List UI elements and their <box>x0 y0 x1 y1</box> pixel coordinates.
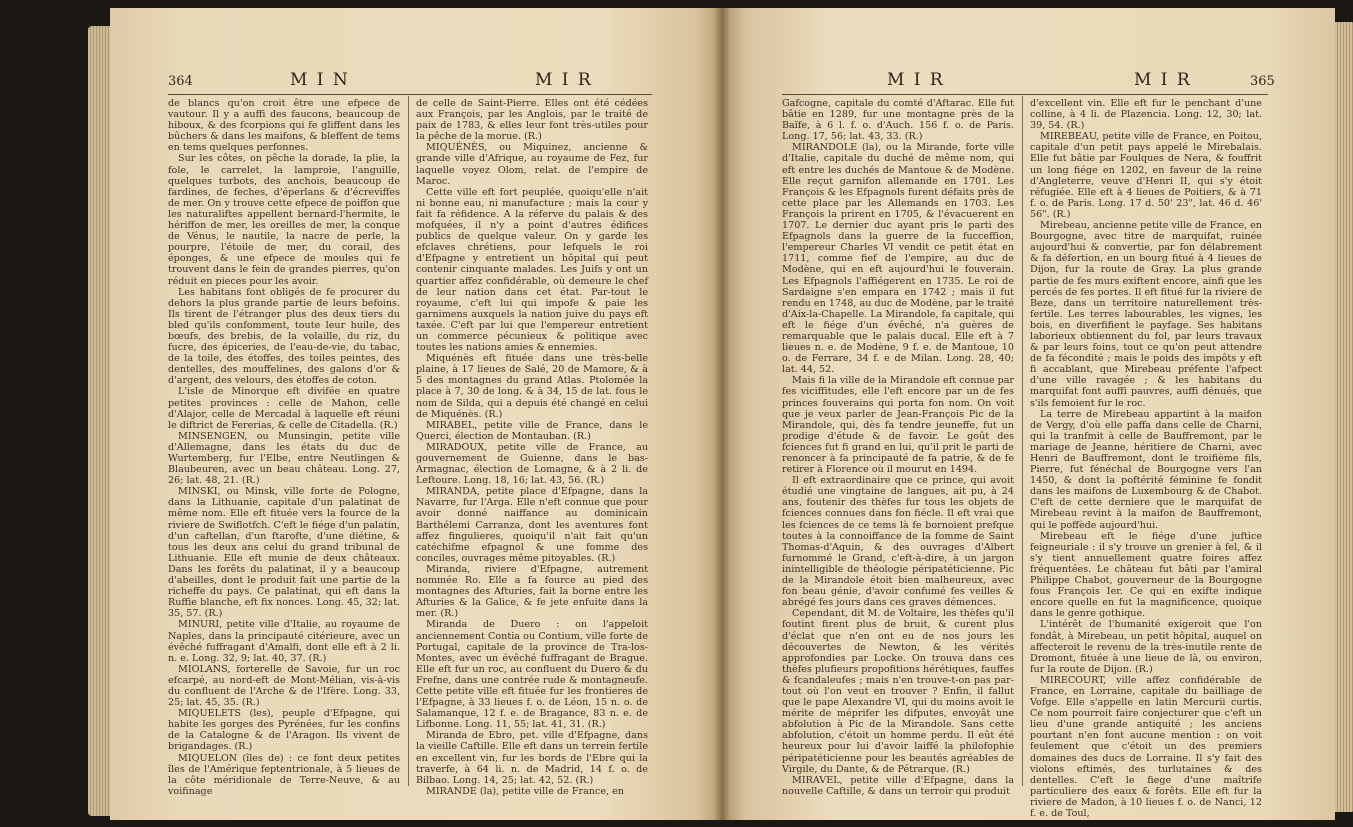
book-gutter <box>714 8 730 820</box>
column-rule <box>408 96 409 786</box>
paragraph: Il eft extraordinaire que ce prince, qui avoit étudié une vingtaine de langues, ait pu, à 24 ans, foutenir des thèfes fur tous les objets de fciences connues dans fon fiécle. Il eft vrai que les fciences de ce tems là fe bornoient prefque toutes à la connoiffance de la fomme de Saint Thomas-d'Aquin, & des ouvrages d'Albert furnommé le Grand, c'eft-à-dire, à un jargon inintelligible de théologie péripatéticienne. Pic de la Mirandole étoit bien malheureux, avec fon beau génie, d'avoir confumé fes veilles & abrégé fes jours dans ces graves démences. <box>782 475 1014 609</box>
paragraph: L'intérêt de l'humanité exigeroit que l'on fondât, à Mirebeau, un petit hôpital, auquel on affecteroit le revenu de la très-inutile rente de Dromont, fituée à une lieue de là, ou environ, fur la route de Dijon. (R.) <box>1030 619 1262 675</box>
text-column-2 <box>416 98 648 797</box>
paragraph: MIRANDOLE (la), ou la Mirande, forte ville d'Italie, capitale du duché de même nom, qui eft entre les duchés de Mantoue & de Modène. Elle reçut garnifon allemande en 1701. Les François & les Efpagnols furent défaits près de cette place par les Allemands en 1703. Les François la prirent en 1705, & l'évacuerent en 1707. Le dernier duc ayant pris le parti des Efpagnols dans la guerre de la fucceffion, l'empereur Charles VI vendit ce petit état en 1711, comme fief de l'empire, au duc de Modène, qui en eft aujourd'hui le fouverain. Les Efpagnols l'affiégerent en 1735. Le roi de Sardaigne s'en empara en 1742 ; mais il fut rendu en 1748, au duc de Modène, par le traité d'Aix-la-Chapelle. La Mirandole, fa capitale, qui eft le fiége d'un évêché, n'a guères de remarquable que le palais ducal. Elle eft à 7 lieues n. e. de Modène, 9 f. e. de Mantoue, 10 o. de Ferrare, 34 f. e de Milan. Long. 28, 40; lat. 44, 52. <box>782 142 1014 376</box>
text-column-1 <box>782 98 1014 797</box>
text-column-2 <box>1030 98 1262 819</box>
paragraph: Les habitans font obligés de fe procurer du dehors la plus grande partie de leurs befoins. Ils tirent de l'étranger plus des deux tiers du bled qu'ils confomment, toute leur huile, des bœufs, des brebis, de la volaille, du riz, du fucre, des épiceries, de l'eau-de-vie, du tabac, de la toile, des étoffes, des toiles peintes, des dentelles, des mouffelines, des galons d'or & d'argent, des velours, des étoffes de coton. <box>168 286 400 387</box>
paragraph: Miquénès eft fituée dans une très-belle plaine, à 17 lieues de Salé, 20 de Mamore, & à 5 des montagnes du grand Atlas. Ptolomée la place à 7, 30 de long. & à 34, 15 de lat. fous le nom de Silda, qui a depuis été changé en celui de Miquénès. (R.) <box>416 353 648 420</box>
right-page <box>722 8 1335 820</box>
left-page <box>110 8 722 820</box>
column-rule <box>1022 96 1023 786</box>
running-header-left: M I R <box>887 70 945 90</box>
page-number: 364 <box>168 74 193 89</box>
paragraph: La terre de Mirebeau appartint à la maifon de Vergy, d'où elle paffa dans celle de Charni, qui la tranfmit à celle de Bauffremont, par le mariage de Jeanne, héritiere de Charni, avec Henri de Bauffremont, dont le troifième fils, Pierre, fut fénéchal de Bourgogne vers l'an 1450, & dont la poftérité féminine fe fondit dans les maifons de Luxembourg & de Chabot. C'eft de cette derniere que le marquifat de Mirebeau revint à la maifon de Bauffremont, qui le poffède aujourd'hui. <box>1030 408 1262 531</box>
running-header-left: M I N <box>290 70 350 90</box>
paragraph: Mirebeau, ancienne petite ville de France, en Bourgogne, avec titre de marquifat, ruinée aujourd'hui & convertie, par fon délabrement & fa défertion, en un bourg fitué à 4 lieues de Dijon, fur la route de Gray. La plus grande partie de fes murs exiftent encore, ainfi que les percés de fes portes. Il eft fitué fur la riviere de Beze, dans un territoire naturellement très-fertile. Les terres labourables, les vignes, les bois, en diverfifient le payfage. Ses habitans laborieux obtiennent du fol, par leurs travaux & par leurs foins, tout ce qu'on peut attendre de fa fécondité ; mais le poids des impôts y eft fi accablant, que Mirebeau préfente l'afpect d'une ville ravagée ; & les habitans du marquifat font auffi pauvres, auffi dénués, que s'ils femoient fur le roc. <box>1030 220 1262 409</box>
open-book <box>110 8 1335 820</box>
paragraph: d'excellent vin. Elle eft fur le penchant d'une colline, à 4 li. de Plazencia. Long. 12, 30; lat. 39, 54. (R.) <box>1030 98 1262 132</box>
text-column-1 <box>168 98 400 797</box>
paragraph: MINSENGEN, ou Munsingin, petite ville d'Allemagne, dans les états du duc de Wurtemberg, fur l'Elbe, entre Neutlingen & Blaubeuren, avec un beau château. Long. 27, 26; lat. 48, 21. (R.) <box>168 430 400 487</box>
running-header-right: M I R <box>1134 70 1192 90</box>
paragraph: Miranda de Duero : on l'appeloit anciennement Contia ou Contium, ville forte de Portugal, capitale de la province de Tra-los-Montes, avec un évêché fuffragant de Brague. Elle eft fur un roc, au confluent du Duero & du Frefne, dans une contrée rude & montagneufe. Cette petite ville eft fituée fur les frontieres de l'Efpagne, à 33 lieues f. o. de Léon, 15 n. o. de Salamanque, 12 f. e. de Bragance, 83 n. e. de Lifbonne. Long. 11, 55; lat. 41, 31. (R.) <box>416 619 648 731</box>
running-header-right: M I R <box>535 70 593 90</box>
header-rule <box>168 94 652 95</box>
paragraph: MIRANDE (la), petite ville de France, en <box>426 785 624 797</box>
page-number: 365 <box>1250 74 1275 89</box>
paragraph: MIQUELON (îles de) : ce font deux petites îles de l'Amérique feptentrionale, à 5 lieues de la côte méridionale de Terre-Neuve, & au voifinage <box>168 752 400 797</box>
paragraph: MIRAVEL, petite ville d'Efpagne, dans la nouvelle Caftille, & dans un terroir qui produit <box>782 774 1014 797</box>
paragraph: MIREBEAU, petite ville de France, en Poitou, capitale d'un petit pays appelé le Mirebalais. Elle fut bâtie par Foulques de Nera, & fouffrit un long fiége en 1202, en faveur de la reine d'Angleterre, veuve d'Henri II, qui s'y étoit réfugiée. Elle eft à 4 lieues de Poitiers, & à 71 f. o. de Paris. Long. 17 d. 50' 23", lat. 46 d. 46' 56". (R.) <box>1030 131 1262 220</box>
paragraph: L'isle de Minorque eft divifée en quatre petites provinces : celle de Mahon, celle d'Alajor, celle de Mercadal à laquelle eft réuni le diftrict de Fererias, & celle de Citadella. (R.) <box>168 386 400 431</box>
paragraph: MIRADOUX, petite ville de France, au gouvernement de Guienne, dans le bas-Armagnac, élection de Lomagne, & à 2 li. de Leftoure. Long. 18, 16; lat. 43, 56. (R.) <box>416 441 648 487</box>
paragraph: MIRECOURT, ville affez confidérable de France, en Lorraine, capitale du bailliage de Vofge. Elle s'appelle en latin Mercurii curtis. Ce nom pourroit faire conjecturer que c'eft un lieu d'une grande antiquité ; les anciens pourtant n'en font aucune mention : on voit feulement que c'étoit un des premiers domaines des ducs de Lorraine. Il s'y fait des violons eftimés, des turlutaines & des dentelles. C'eft le fiege d'une maîtrife particuliere des eaux & forêts. Elle eft fur la riviere de Madon, à 10 lieues f. o. de Nanci, 12 f. e. de Toul, <box>1030 674 1262 819</box>
paragraph: Cette ville eft fort peuplée, quoiqu'elle n'ait ni bonne eau, ni manufacture ; mais la cour y fait fa réfidence. A la réferve du palais & des mofquées, il n'y a point d'autres édifices publics de quelque valeur. On y garde les efclaves chrétiens, pour lefquels le roi d'Efpagne y entretient un hôpital qui peut contenir cinquante malades. Les Juifs y ont un quartier affez confidérable, où demeure le chef de leur nation dans cet état. Par-tout le royaume, c'eft lui qui impofe & paie les garnimens auxquels la nation juive du pays eft taxée. C'eft par lui que l'empereur entretient un commerce pécunieux & politique avec toutes les nations amies & ennemies. <box>416 186 648 354</box>
paragraph: Sur les côtes, on pêche la dorade, la plie, la fole, le carrelet, la lamproie, l'anguille, quelques turbots, des anchois, beaucoup de fardines, de feches, d'éperlans & d'écreviffes de mer. On y trouve cette efpece de poiffon que les naturaliftes appellent bernard-l'hermite, le hériffon de mer, les oreilles de mer, la conque de Vénus, le nautile, la nacre de perle, la pourpre, l'étoile de mer, du corail, des éponges, & une efpece de moules qui fe trouvent dans le fein de grandes pierres, qu'on réduit en pieces pour les avoir. <box>168 153 400 287</box>
paragraph: de celle de Saint-Pierre. Elles ont été cédées aux François, par les Anglois, par le traité de paix de 1783, & elles leur font très-utiles pour la pêche de la morue. (R.) <box>416 98 648 143</box>
paragraph: MIRANDA, petite place d'Efpagne, dans la Navarre, fur l'Arga. Elle n'eft connue que pour avoir donné naiffance au dominicain Barthélemi Carranza, dont les aventures font affez fingulieres, quoiqu'il n'ait fait qu'un catéchifme efpagnol & une fomme des conciles, ouvrages même pitoyables. (R.) <box>416 486 648 564</box>
paragraph: Cependant, dit M. de Voltaire, les thèfes qu'il foutint firent plus de bruit, & curent plus d'éclat que n'en ont eu de nos jours les découvertes de Newton, & les vérités approfondies par Locke. On trouva dans ces thèfes plufieurs propofitions hérétiques, fauffes & fcandaleufes ; mais n'en trouve-t-on pas par-tout où l'on veut en trouver ? Enfin, il fallut que le pape Alexandre VI, qui du moins avoit le mérite de méprifer les difputes, envoyât une abfolution à Pic de la Mirandole. Sans cette abfolution, c'étoit un homme perdu. Il eût été heureux pour lui d'avoir laiffé la philofophie péripatéticienne pour les beautés agréables de Virgile, du Dante, & de Pétrarque. (R.) <box>782 608 1014 775</box>
paragraph: MIQUELETS (les), peuple d'Efpagne, qui habite les gorges des Pyrénées, fur les confins de la Catalogne & de l'Aragon. Ils vivent de brigandages. (R.) <box>168 708 400 753</box>
paragraph: MINSKI, ou Minsk, ville forte de Pologne, dans la Lithuanie, capitale d'un palatinat de même nom. Elle eft fituée vers la fource de la riviere de Swiflotfch. C'eft le fiége d'un palatin, d'un caftellan, d'un ftarofte, d'une diétine, & tous les deux ans celui du grand tribunal de Lithuanie. Elle eft munie de deux châteaux. Dans les forêts du palatinat, il y a beaucoup d'abeilles, dont le produit fait une partie de la richeffe du pays. Ce palatinat, qui eft dans la Ruffie blanche, eft fix nonces. Long. 45, 32; lat. 35, 57. (R.) <box>168 486 400 620</box>
paragraph: Miranda de Ebro, pet. ville d'Efpagne, dans la vieille Caftille. Elle eft dans un terrein fertile en excellent vin, fur les bords de l'Ebre qui la traverfe, à 64 li. n. de Madrid, 14 f. o. de Bilbao. Long. 14, 25; lat. 42, 52. (R.) <box>416 730 648 786</box>
paragraph: Miranda, riviere d'Efpagne, autrement nommée Ro. Elle a fa fource au pied des montagnes des Afturies, fait la borne entre les Afturies & la Galice, & fe jete enfuite dans la mer. (R.) <box>416 563 648 620</box>
paragraph: de blancs qu'on croit être une efpece de vautour. Il y a auffi des faucons, beaucoup de hiboux, & des fcorpions qui fe gliffent dans les bûchers & dans les maifons, & bleffent de tems en tems quelques perfonnes. <box>168 98 400 154</box>
paragraph: Mais fi la ville de la Mirandole eft connue par fes viciffitudes, elle l'eft encore par un de fes princes fouverains qui porta fon nom. On voit que je veux parler de Jean-François Pic de la Mirandole, qui, dès fa tendre jeuneffe, fut un prodige d'étude & de favoir. Le goût des fciences fut fi grand en lui, qu'il prit le parti de renoncer à fa principauté de fa patrie, & de fe retirer à Florence où il mourut en 1494. <box>782 375 1015 476</box>
paragraph: Gafcogne, capitale du comté d'Aftarac. Elle fut bâtie en 1289, fur une montagne près de la Baïfe, à 6 l. f. o. d'Auch. 156 f. o. de Paris. Long. 17, 56; lat. 43, 33. (R.) <box>782 98 1014 143</box>
header-rule <box>782 94 1268 95</box>
paragraph: MIQUÉNÈS, ou Miquinez, ancienne & grande ville d'Afrique, au royaume de Fez, fur laquelle voyez Olom, relat. de l'empire de Maroc. <box>416 142 648 187</box>
paragraph: MINURI, petite ville d'Italie, au royaume de Naples, dans la principauté citérieure, avec un évêché fuffragant d'Amalfi, dont elle eft à 2 li. n. e. Long. 32, 9; lat. 40, 37. (R.) <box>168 619 400 664</box>
paragraph: MIOLANS, forterelle de Savoie, fur un roc efcarpé, au nord-eft de Mont-Mélian, vis-à-vis du confluent de l'Arche & de l'Ifère. Long. 33, 25; lat. 45, 35. (R.) <box>168 663 400 709</box>
paragraph: Mirebeau eft le fiége d'une juftice feigneuriale : il s'y trouve un grenier à fel, & il s'y tient annuellement quatre foires affez fréquentées. Le château fut bâti par l'amiral Philippe Chabot, gouverneur de la Bourgogne fous François Ier. Ce qui en exifte indique encore quelle en fut la magnificence, quoique dans le genre gothique. <box>1030 530 1262 620</box>
paragraph: MIRABEL, petite ville de France, dans le Querci, élection de Montauban. (R.) <box>416 419 648 442</box>
